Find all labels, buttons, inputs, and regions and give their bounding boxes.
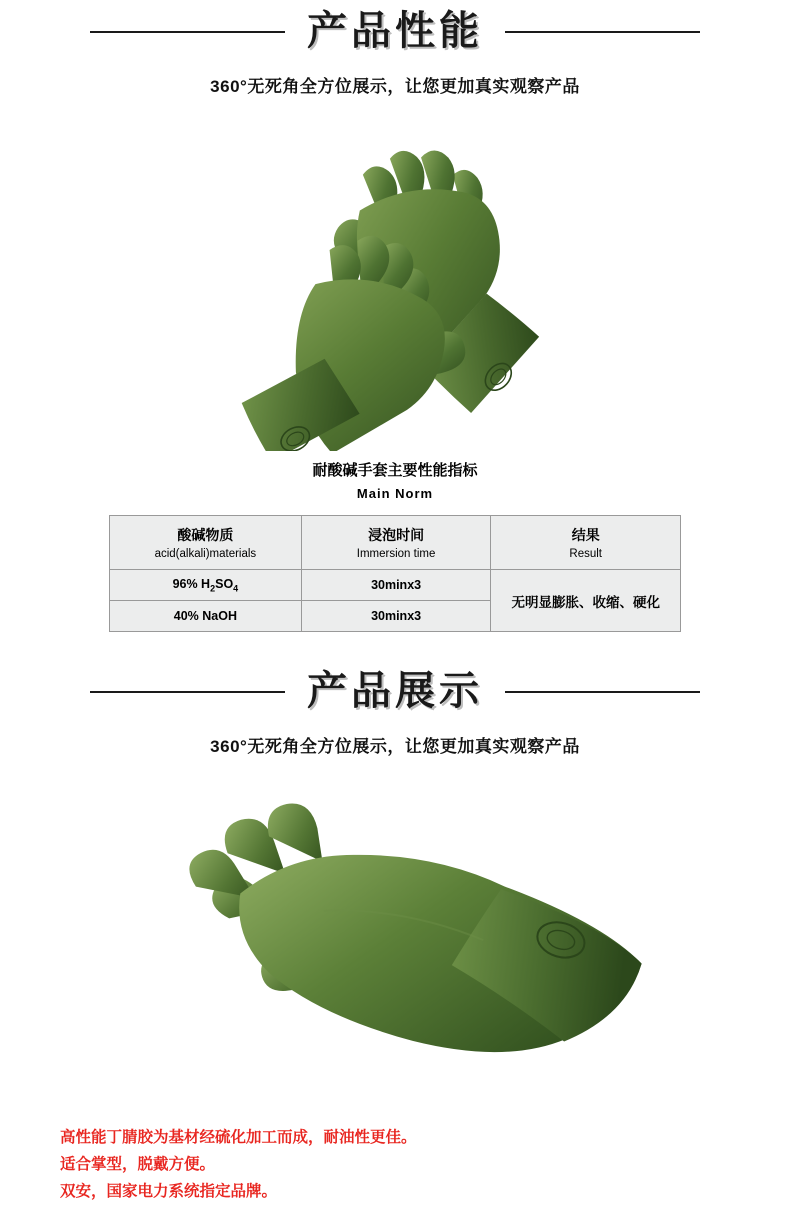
spec-table <box>109 515 681 632</box>
table-caption-cn: 耐酸碱手套主要性能指标 <box>312 462 478 479</box>
cell-time-1: 30minx3 <box>301 570 491 601</box>
banner-title-performance: 产品性能 <box>285 11 505 51</box>
header-cell-material: 酸碱物质 acid(alkali)materials <box>110 516 302 570</box>
section-banner-showcase <box>0 660 790 722</box>
product-notes <box>60 1124 417 1205</box>
table-header-row <box>110 516 681 570</box>
table-row <box>110 570 681 601</box>
header-cell-time: 浸泡时间 Immersion time <box>301 516 491 570</box>
single-glove-illustration <box>0 771 790 1091</box>
subtitle-showcase: 360°无死角全方位展示，让您更加真实观察产品 <box>210 737 580 756</box>
note-line-2: 适合掌型，脱戴方便。 <box>60 1156 216 1173</box>
section-banner-performance <box>0 0 790 62</box>
table-caption-en: Main Norm <box>356 486 434 501</box>
cell-material-1: 96% $H_2SO_4$ <box>110 570 302 601</box>
cell-time-2: 30minx3 <box>301 601 491 632</box>
product-image-top <box>0 111 790 451</box>
cell-result: 无明显膨胀、收缩、硬化 <box>491 570 681 632</box>
note-line-1: 高性能丁腈胶为基材经硫化加工而成，耐油性更佳。 <box>60 1129 417 1146</box>
product-image-bottom <box>0 771 790 1091</box>
header-cell-result: 结果 Result <box>491 516 681 570</box>
note-line-3: 双安，国家电力系统指定品牌。 <box>60 1183 278 1200</box>
spec-table-wrapper <box>0 515 790 632</box>
cell-material-2: 40% NaOH <box>110 601 302 632</box>
gloves-pair-illustration <box>0 111 790 451</box>
banner-title-showcase: 产品展示 <box>285 671 505 711</box>
subtitle-performance: 360°无死角全方位展示，让您更加真实观察产品 <box>210 77 580 96</box>
